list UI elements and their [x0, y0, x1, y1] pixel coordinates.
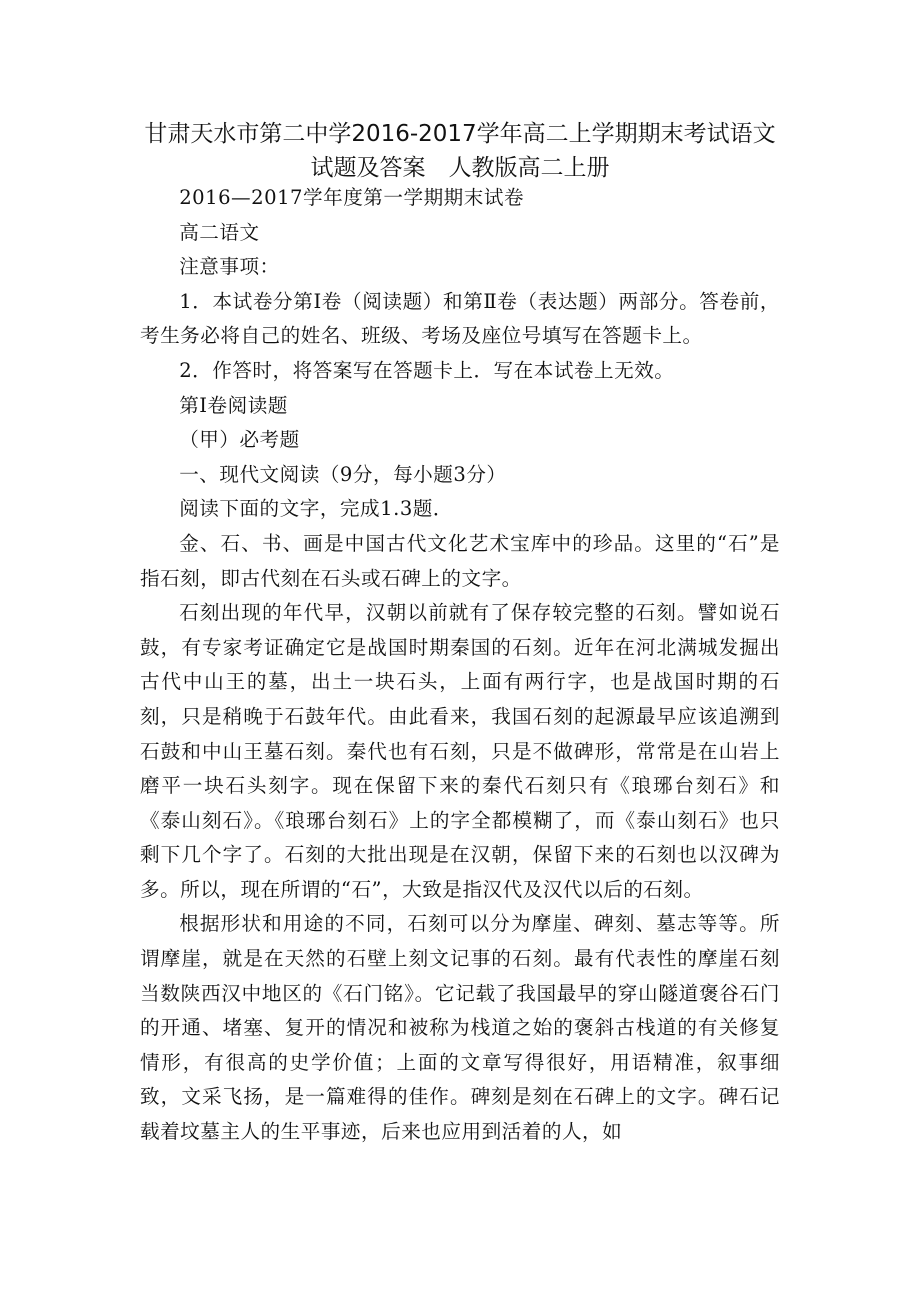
reading-instruction: 阅读下面的文字，完成1.3题．	[179, 497, 453, 521]
passage-paragraph: 金、石、书、画是中国古代文化艺术宝库中的珍品。这里的“石”是指石刻，即古代刻在石头或石碑上的文字。	[140, 531, 780, 590]
document-title-line-1: 甘肃天水市第二中学2016-2017学年高二上学期期末考试语文	[144, 121, 776, 147]
notice-item-1: 1．本试卷分第Ⅰ卷（阅读题）和第Ⅱ卷（表达题）两部分。答卷前，考生务必将自己的姓名、班级、考场及座位号填写在答题卡上。	[140, 289, 780, 348]
section-heading: 第Ⅰ卷阅读题	[179, 393, 288, 417]
document-body	[140, 181, 780, 1150]
notice-item-2: 2．作答时，将答案写在答题卡上．写在本试卷上无效。	[179, 358, 675, 382]
subsection-heading: （甲）必考题	[179, 428, 300, 452]
subject-label: 高二语文	[179, 220, 260, 244]
exam-heading: 2016—2017学年度第一学期期末试卷	[179, 186, 525, 209]
notice-heading: 注意事项：	[179, 255, 280, 279]
passage-paragraph: 根据形状和用途的不同，石刻可以分为摩崖、碑刻、墓志等等。所谓摩崖，就是在天然的石壁上刻文记事的石刻。最有代表性的摩崖石刻当数陕西汉中地区的《石门铭》。它记载了我国最早的穿山隧道褒谷石门的开通、堵塞、复开的情况和被称为栈道之始的褒斜古栈道的有关修复情形，有很高的史学价值；上面的文章写得很好，用语精准，叙事细致，文采飞扬，是一篇难得的佳作。碑刻是刻在石碑上的文字。碑石记载着坟墓主人的生平事迹，后来也应用到活着的人，如	[140, 912, 780, 1144]
question-group-heading: 一、现代文阅读（9分，每小题3分）	[179, 462, 507, 486]
passage-paragraph: 石刻出现的年代早，汉朝以前就有了保存较完整的石刻。譬如说石鼓，有专家考证确定它是战国时期秦国的石刻。近年在河北满城发掘出古代中山王的墓，出土一块石头，上面有两行字，也是战国时期的石刻，只是稍晚于石鼓年代。由此看来，我国石刻的起源最早应该追溯到石鼓和中山王墓石刻。秦代也有石刻，只是不做碑形，常常是在山岩上磨平一块石头刻字。现在保留下来的秦代石刻只有《琅琊台刻石》和《泰山刻石》。《琅琊台刻石》上的字全都模糊了，而《泰山刻石》也只剩下几个字了。石刻的大批出现是在汉朝，保留下来的石刻也以汉碑为多。所以，现在所谓的“石”，大致是指汉代及汉代以后的石刻。	[140, 601, 780, 901]
document-title	[140, 117, 780, 185]
document-title-line-2: 试题及答案 人教版高二上册	[310, 155, 610, 181]
